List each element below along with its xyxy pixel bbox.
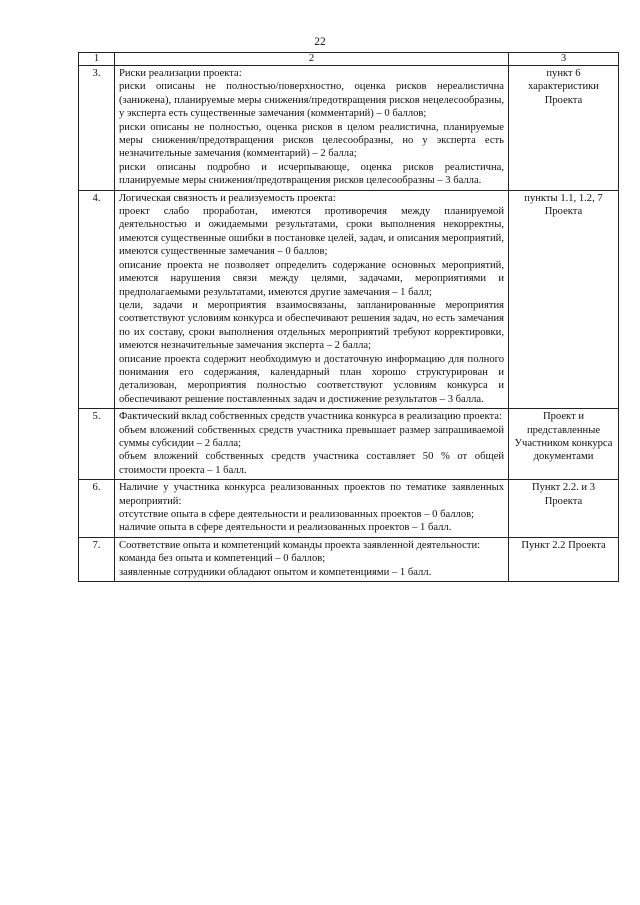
- criterion-item: заявленные сотрудники обладают опытом и компетенциями – 1 балл.: [119, 566, 432, 578]
- criterion-description: [115, 480, 509, 538]
- row-number: 3.: [79, 66, 115, 191]
- criterion-title: Логическая связность и реализуемость проекта:: [119, 192, 336, 204]
- criterion-item: команда без опыта и компетенций – 0 баллов;: [119, 553, 326, 565]
- criterion-item: риски описаны не полностью, оценка рисков в целом реалистична, планируемые меры снижения/предотвращения рисков целесообразны, но у эксперта есть незначительные замечания (комментарий) – 2 балла;: [119, 121, 504, 160]
- criterion-source: пункт 6 характеристики Проекта: [509, 66, 619, 191]
- criterion-description: [115, 409, 509, 480]
- criteria-table: [78, 52, 619, 582]
- row-number: 5.: [79, 409, 115, 480]
- criterion-title: Наличие у участника конкурса реализованных проектов по тематике заявленных мероприятий:: [119, 482, 504, 507]
- criterion-item: объем вложений собственных средств участника составляет 50 % от общей стоимости проекта – 1 балл.: [119, 451, 504, 476]
- criterion-source: Пункт 2.2 Проекта: [509, 537, 619, 581]
- table-row: [79, 190, 619, 409]
- table-row: [79, 66, 619, 191]
- criterion-description: [115, 66, 509, 191]
- criterion-source: Пункт 2.2. и 3 Проекта: [509, 480, 619, 538]
- criterion-item: отсутствие опыта в сфере деятельности и реализованных проектов – 0 баллов;: [119, 509, 475, 520]
- header-cell-1: 1: [79, 53, 115, 66]
- criterion-source: Проект и представленные Участником конкурса документами: [509, 409, 619, 480]
- criterion-item: наличие опыта в сфере деятельности и реализованных проектов – 1 балл.: [119, 522, 452, 534]
- row-number: 4.: [79, 190, 115, 409]
- criterion-description: [115, 537, 509, 581]
- table-row: [79, 480, 619, 538]
- header-cell-3: 3: [509, 53, 619, 66]
- row-number: 6.: [79, 480, 115, 538]
- criterion-item: риски описаны не полностью/поверхностно, оценка рисков нереалистична (занижена), планируемые меры снижения/предотвращения рисков нецелесообразны, у эксперта есть существенные замечания (комментарий) – 0 баллов;: [119, 81, 504, 120]
- criterion-item: цели, задачи и мероприятия взаимосвязаны, запланированные мероприятия соответствуют условиям конкурса и обеспечивают решения задач, но есть замечания по их составу, сроки выполнения отдельных мероприятий требуют корректировки, имеются незначительные замечания эксперта – 2 балла;: [119, 299, 504, 352]
- criterion-item: описание проекта содержит необходимую и достаточную информацию для полного понимания его содержания, календарный план хорошо структурирован и детализован, мероприятия полностью соответствуют условиям конкурса и обеспечивают решение поставленных задач и достижение результатов – 3 балла.: [119, 353, 504, 405]
- criterion-title: Риски реализации проекта:: [119, 68, 242, 79]
- criterion-source: пункты 1.1, 1.2, 7 Проекта: [509, 190, 619, 409]
- page-number: 22: [314, 36, 326, 48]
- row-number: 7.: [79, 537, 115, 581]
- criterion-item: описание проекта не позволяет определить содержание основных мероприятий, имеются нарушения связи между целями, задачами, мероприятиями и предполагаемыми результатами, имеются другие замечания – 1 балл;: [119, 259, 504, 298]
- table-row: [79, 537, 619, 581]
- table-row: [79, 409, 619, 480]
- criterion-title: Соответствие опыта и компетенций команды проекта заявленной деятельности:: [119, 539, 481, 551]
- header-cell-2: 2: [115, 53, 509, 66]
- criterion-item: объем вложений собственных средств участника превышает размер запрашиваемой суммы субсидии – 2 балла;: [119, 424, 504, 449]
- table-header-row: [79, 53, 619, 66]
- criterion-title: Фактический вклад собственных средств участника конкурса в реализацию проекта:: [119, 411, 502, 423]
- criterion-item: проект слабо проработан, имеются противоречия между планируемой деятельностью и ожидаемыми результатами, сроки выполнения некорректны, имеются существенные ошибки в постановке целей, задач, и описания мероприятий, имеются существенные замечания – 0 баллов;: [119, 206, 504, 258]
- criterion-item: риски описаны подробно и исчерпывающе, оценка рисков реалистична, планируемые меры снижения/предотвращения рисков целесообразны – 3 балла.: [119, 161, 504, 187]
- criterion-description: [115, 190, 509, 409]
